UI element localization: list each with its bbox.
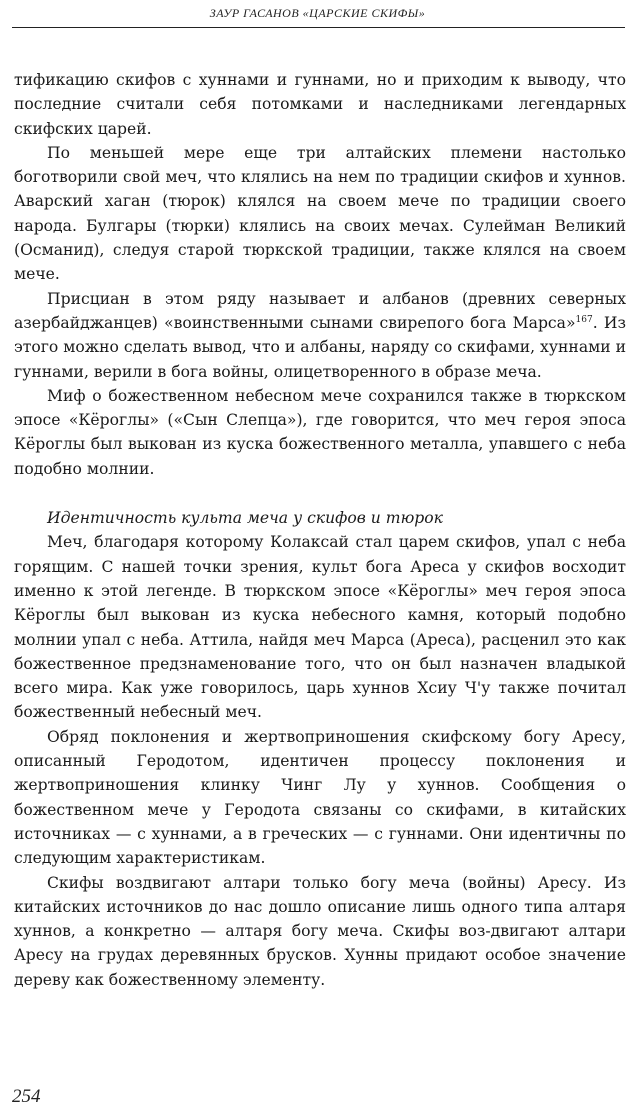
paragraph-7: Скифы воздвигают алтари только богу меча (войны) Аресу. Из китайских источников до нас дошло описание лишь одного типа алтаря хуннов, а конкретно — алтаря богу меча. Скифы воз-двигают алтари Аресу на грудах деревянных брусков. Хунны придают особое значение дереву как божественному элементу. <box>14 873 626 989</box>
paragraph-2: По меньшей мере еще три алтайских племени настолько боготворили свой меч, что клялись на нем по традиции скифов и хуннов. Аварский хаган (тюрок) клялся на своем мече по традиции своего народа. Булгары (тюрки) клялись на своих мечах. Сулейман Великий (Османид), следуя старой тюркской традиции, также клялся на своем мече. <box>14 143 626 284</box>
paragraph-3-text-a: Присциан в этом ряду называет и албанов (древних северных азербайджанцев) «воинственными сынами свирепого бога Марса» <box>14 289 626 332</box>
paragraph-3-text-b: . Из этого можно сделать вывод, что и албаны, наряду со скифами, хуннами и гуннами, верили в бога войны, олицетворенного в образе меча. <box>14 313 626 381</box>
paragraph-1: тификацию скифов с хуннами и гуннами, но и приходим к выводу, что последние считали себя потомками и наследниками легендарных скифских царей. <box>14 71 626 138</box>
header-rule <box>12 27 625 28</box>
page-number: 254 <box>12 1086 41 1107</box>
section-subheading: Идентичность культа меча у скифов и тюрок <box>47 509 443 528</box>
paragraph-5: Меч, благодаря которому Колаксай стал царем скифов, упал с неба горящим. С нашей точки зрения, культ бога Ареса у скифов восходит именно к этой легенде. В тюркском эпосе «Кёроглы» меч героя эпоса Кёроглы был выкован из куска небесного камня, который подобно молнии упал с неба. Аттила, найдя меч Марса (Ареса), расценил это как божественное предзнаменование того, что он был назначен владыкой всего мира. Как уже говорилось, царь хуннов Хсиу Ч'у также почитал божественный небесный меч. <box>14 533 626 722</box>
body-text <box>14 68 626 992</box>
paragraph-6: Обряд поклонения и жертвоприношения скифскому богу Аресу, описанный Геродотом, идентичен процессу поклонения и жертвоприношения клинку Чинг Лу у хуннов. Сообщения о божественном мече у Геродота связаны со скифами, в китайских источниках — с хуннами, а в греческих — с гуннами. Они идентичны по следующим характеристикам. <box>14 727 626 868</box>
paragraph-3 <box>14 287 626 384</box>
paragraph-4: Миф о божественном небесном мече сохранился также в тюркском эпосе «Кёроглы» («Сын Слепца»), где говорится, что меч героя эпоса Кёроглы был выкован из куска божественного металла, упавшего с неба подобно молнии. <box>14 386 626 478</box>
footnote-reference: 167 <box>575 314 593 325</box>
running-header: ЗАУР ГАСАНОВ «ЦАРСКИЕ СКИФЫ» <box>209 6 426 20</box>
